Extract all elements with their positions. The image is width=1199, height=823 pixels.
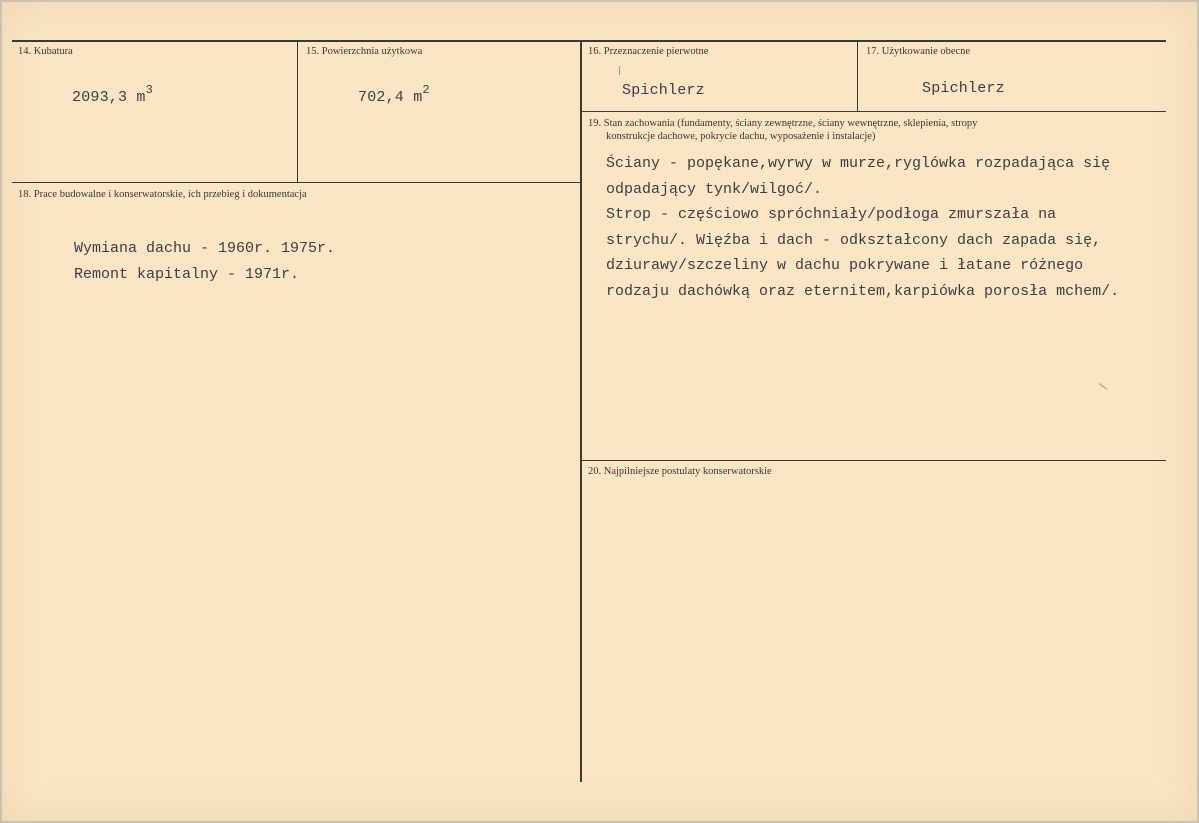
field-19-line: dziurawy/szczeliny w dachu pokrywane i łatane różnego <box>606 257 1084 274</box>
field-15-label: 15. Powierzchnia użytkowa <box>306 46 423 57</box>
field-19-line: strychu/. Więźba i dach - odkształcony dach zapada się, <box>606 231 1102 249</box>
field-19-label-line2: konstrukcje dachowe, pokrycie dachu, wyposażenie i instalacje) <box>606 131 876 142</box>
volume-unit-exponent: 3 <box>145 83 154 97</box>
field-14-value <box>72 85 153 106</box>
field-20-label: 20. Najpilniejsze postulaty konserwatorskie <box>588 466 772 477</box>
field-18-line: Wymiana dachu - 1960r. 1975r. <box>74 240 336 257</box>
field-19-label-line1: 19. Stan zachowania (fundamenty, ściany zewnętrzne, ściany wewnętrzne, sklepienia, stropy <box>588 118 978 129</box>
field-17-label: 17. Użytkowanie obecne <box>866 46 971 57</box>
field-16-label: 16. Przeznaczenie pierwotne <box>588 46 709 57</box>
field-18-text <box>74 236 335 287</box>
field-19-line: Strop - częściowo spróchniały/podłoga zmurszała na <box>606 206 1057 223</box>
field-18-label: 18. Prace budowalne i konserwatorskie, ich przebieg i dokumentacja <box>18 189 307 200</box>
divider-14-15 <box>297 40 298 182</box>
field-14-label: 14. Kubatura <box>18 46 73 57</box>
ink-mark <box>619 66 620 75</box>
rule-above-field20 <box>582 460 1166 461</box>
rule-under-row1-right <box>582 111 1166 112</box>
field-19-line: odpadający tynk/wilgoć/. <box>606 180 823 198</box>
record-card <box>2 2 1197 821</box>
top-rule <box>12 40 1166 42</box>
divider-16-17 <box>857 40 858 111</box>
ink-mark <box>1099 383 1108 390</box>
area-value: 702,4 m <box>358 89 423 106</box>
center-divider <box>580 40 582 782</box>
field-19-text <box>606 151 1119 304</box>
field-19-line: Ściany - popękane,wyrwy w murze,ryglówka rozpadająca się <box>606 155 1111 172</box>
field-16-value: Spichlerz <box>622 82 705 99</box>
volume-value: 2093,3 m <box>72 89 146 106</box>
field-19-line: rodzaju dachówką oraz eternitem,karpiówka porosła mchem/. <box>606 282 1120 300</box>
field-18-line: Remont kapitalny - 1971r. <box>74 265 300 283</box>
rule-under-row1-left <box>12 182 582 183</box>
area-unit-exponent: 2 <box>422 83 430 97</box>
field-15-value <box>358 85 430 106</box>
field-17-value: Spichlerz <box>922 80 1005 97</box>
